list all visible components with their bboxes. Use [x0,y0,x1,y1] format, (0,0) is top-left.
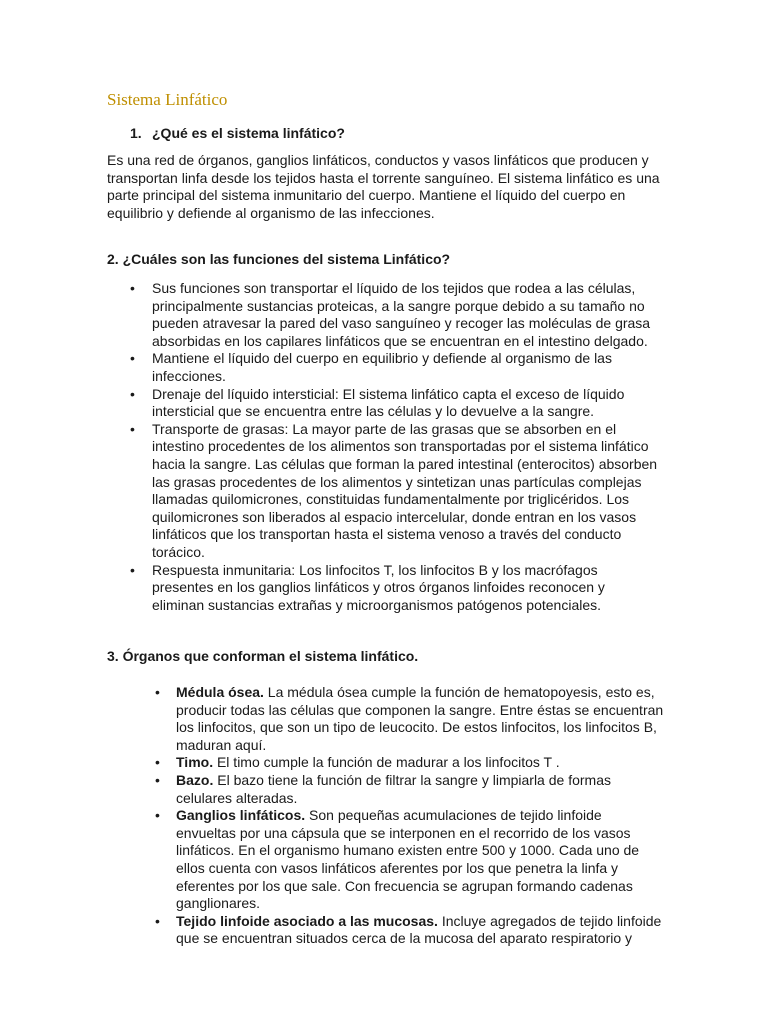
organs-list [155,684,665,948]
question-3-heading: 3. Órganos que conforman el sistema linfático. [107,648,419,664]
document-title: Sistema Linfático [107,90,228,109]
list-item [130,421,660,562]
question-1-number: 1. [130,125,142,141]
definition-paragraph: Es una red de órganos, ganglios linfáticos, conductos y vasos linfáticos que producen y transportan linfa desde los tejidos hasta el torrente sanguíneo. El sistema linfático es una parte principal del sistema inmunitario del cuerpo. Mantiene el líquido del cuerpo en equilibrio y defiende al organismo de las infecciones. [107,152,660,221]
functions-list [130,280,660,614]
question-2-heading: 2. ¿Cuáles son las funciones del sistema Linfático? [107,251,451,267]
list-item [130,386,660,421]
organ-description: El bazo tiene la función de filtrar la sangre y limpiarla de formas celulares alteradas. [176,771,611,806]
bullet-icon: • [130,280,135,296]
question-1-text: ¿Qué es el sistema linfático? [152,125,345,141]
organ-term: Ganglios linfáticos. [176,807,306,824]
organ-description: El timo cumple la función de madurar a los linfocitos T . [213,754,560,771]
bullet-icon: • [155,807,160,824]
list-item [130,562,660,615]
bullet-icon: • [155,754,160,771]
organ-description: Son pequeñas acumulaciones de tejido linfoide envueltas por una cápsula que se interponen en el recorrido de los vasos linfáticos. En el organismo humano existen entre 500 y 1000. Cada uno de ellos cuenta con vasos linfáticos aferentes por los que penetra la linfa y eferentes por los que sale. Con frecuencia se agrupan formando cadenas ganglionares. [176,807,640,912]
organ-term: Médula ósea. [176,684,264,700]
bullet-icon: • [130,420,135,437]
list-item [155,807,665,913]
list-item [155,772,665,807]
bullet-icon: • [130,385,135,402]
organ-term: Bazo. [176,771,214,788]
list-item [155,684,665,754]
bullet-icon: • [155,684,160,700]
list-item-text: Sus funciones son transportar el líquido de los tejidos que rodea a las células, principalmente sustancias proteicas, a la sangre porque debido a su tamaño no pueden atravesar la pared del vaso sanguíneo y recoger las moléculas de grasa absorbidas en los capilares linfáticos que se encuentran en el intestino delgado. [152,280,651,349]
list-item-text: Drenaje del líquido intersticial: El sistema linfático capta el exceso de líquido intersticial que se encuentra entre las células y lo devuelve a la sangre. [152,385,625,420]
organ-term: Timo. [176,754,214,771]
organ-description: La médula ósea cumple la función de hematopoyesis, esto es, producir todas las células que componen la sangre. Entre éstas se encuentran los linfocitos, que son un tipo de leucocito. De estos linfocitos, los linfocitos B, maduran aquí. [176,684,664,753]
organ-term: Tejido linfoide asociado a las mucosas. [176,912,438,929]
list-item-text: Transporte de grasas: La mayor parte de las grasas que se absorben en el intestino procedentes de los alimentos son transportadas por el sistema linfático hacia la sangre. Las células que forman la pared intestinal (enterocitos) absorben las grasas procedentes de los alimentos y sintetizan unas partículas complejas llamadas quilomicrones, constituidas fundamentalmente por triglicéridos. Los quilomicrones son liberados al espacio intercelular, donde entran en los vasos linfáticos que los transportan hasta el sistema venoso a través del conducto torácico. [152,420,658,560]
list-item [130,280,660,350]
list-item [155,913,665,948]
question-1-heading [130,125,345,142]
bullet-icon: • [130,561,135,578]
list-item-text: Respuesta inmunitaria: Los linfocitos T, los linfocitos B y los macrófagos presentes en los ganglios linfáticos y otros órganos linfoides reconocen y eliminan sustancias extrañas y microorganismos patógenos potenciales. [152,561,605,613]
bullet-icon: • [155,771,160,788]
list-item [130,350,660,385]
bullet-icon: • [155,912,160,929]
list-item-text: Mantiene el líquido del cuerpo en equilibrio y defiende al organismo de las infecciones. [152,350,612,384]
organ-description: Incluye agregados de tejido linfoide que se encuentran situados cerca de la mucosa del aparato respiratorio y [176,912,662,947]
bullet-icon: • [130,350,135,367]
list-item [155,754,665,772]
